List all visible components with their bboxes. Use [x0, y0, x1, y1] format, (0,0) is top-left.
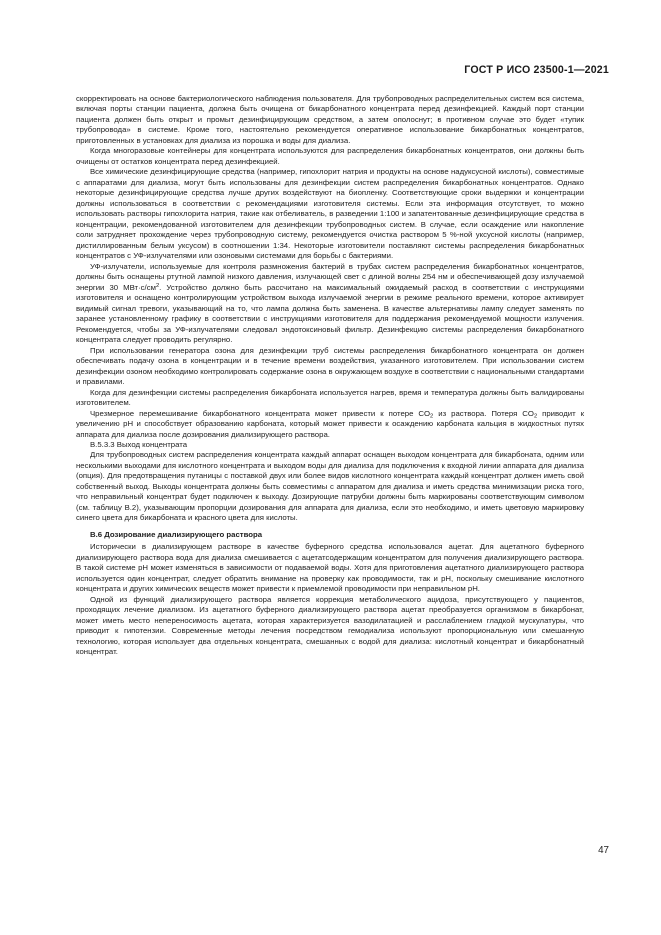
paragraph: скорректировать на основе бактериологического наблюдения пользователя. Для трубопроводных распределительных систем вся система, включая порты станции пациента, должна быть очищена от бикарбонатного концентрата перед дезинфекцией. Каждый порт станции пациента должен быть открыт и промыт дезинфицирующим средством, а затем ополоснут; в противном случае это будет «тупик трубопровода» в системе. Кроме того, настоятельно рекомендуется оперативное использование бикарбонатных концентратов, приготовленных в установках для диализа из порошка и воды для диализа.: [76, 94, 584, 145]
subscript: 2: [430, 413, 434, 420]
uv-text-cont: Устройство должно быть рассчитано на максимальный ожидаемый расход в соответствии с инструкциями изготовителя и оснащено контролирующим устройством выхода излучаемой энергии в режиме реального времени, которое активирует видимый сигнал тревоги, указывающий на то, что лампа должна быть заменена. В качестве альтернативы лампу следует заменять по заранее установленному графику в соответствии с инструкциями изготовителя для поддержания рекомендуемой мощности излучения. Рекомендуется, чтобы за УФ-излучателями следовал эндотоксиновый фильтр. Дезинфекцию системы распределения бикарбонатного концентрата следует проводить регулярно.: [76, 282, 584, 345]
paragraph: Все химические дезинфицирующие средства (например, гипохлорит натрия и продукты на основе надуксусной кислоты), совместимые с аппаратами для диализа, могут быть использованы для дезинфекции систем распределения бикарбонатных концентратов. Однако некоторые дезинфицирующие средства лучше других воздействуют на биопленку. Соответствующие сроки выдержки и концентрации должны использоваться в соответствии с рекомендациями изготовителя системы. Если эта информация отсутствует, то можно использовать растворы гипохлорита натрия, такие как отбеливатель, в разведении 1:100 и запатентованные дезинфицирующие средства в концентрации, рекомендованной изготовителем для дезинфекции трубопроводных систем. В случае, если осаждение или накопление соли затрудняет прохождение через трубопроводную систему, рекомендуется очистка раствором 5 %-ной уксусной кислоты (например, дистиллированным белым уксусом) в соотношении 1:34. Некоторые изготовители поставляют системы распределения бикарбонатных концентратов с УФ-излучателями или озоновыми системами для борьбы с бактериями.: [76, 167, 584, 261]
page-number: 47: [598, 845, 609, 856]
superscript: 2: [155, 282, 160, 289]
standard-header: ГОСТ Р ИСО 23500-1—2021: [464, 64, 609, 76]
paragraph-co2: [76, 409, 584, 440]
subscript: 2: [533, 413, 538, 420]
co2-text-end: приводит к увеличению pH и способствует образованию карбоната, который может привести к осаждению карбоната кальция в жидкостных путях аппарата для диализа после дозирования диализирующего раствора.: [76, 408, 584, 439]
paragraph-uv: [76, 262, 584, 346]
co2-text: Чрезмерное перемешивание бикарбонатного концентрата может привести к потере CO: [90, 408, 431, 418]
paragraph: Когда многоразовые контейнеры для концентрата используются для распределения бикарбонатных концентратов, они должны быть очищены от остатков концентрата перед дезинфекцией.: [76, 146, 584, 166]
section-heading: B.6 Дозирование диализирующего раствора: [90, 529, 263, 539]
paragraph: Одной из функций диализирующего раствора является коррекция метаболического ацидоза, присутствующего у пациентов, проходящих лечение диализом. Из ацетатного буферного диализирующего раствора ацетат преобразуется организмом в бикарбонат, может иметь место непереносимость ацетата, которая характеризуется вазодилатацией и расслаблением гладкой мускулатуры, что приводит к гипотензии. Современные методы лечения посредством гемодиализа используют пропорциональную или смешанную технологию, которая использует два отдельных концентрата, смешанных с водой для диализа: кислотный концентрат и бикарбонатный концентрат.: [76, 594, 584, 657]
body-text: [76, 94, 584, 658]
paragraph: Для трубопроводных систем распределения концентрата каждый аппарат оснащен выходом концентрата для бикарбоната, одним или несколькими выходами для кислотного концентрата и выходом воды для диализа для подключения к входной линии аппарата для диализа (опция). Для предотвращения путаницы с поставкой двух или более видов кислотного концентрата каждый концентрат должен иметь свой собственный выход. Выходы концентрата должны быть совместимы с аппаратом для диализа и иметь средства минимизации риска того, что неправильный концентрат будет подключен к выходу. Дозирующие патрубки должны быть маркированы соответствующим символом (см. таблицу B.2), указывающим пропорции дозирования для аппарата для диализа, если это необходимо, и иметь цветовую маркировку синего цвета для бикарбоната и красного цвета для кислоты.: [76, 450, 584, 523]
paragraph: При использовании генератора озона для дезинфекции труб системы распределения бикарбонатного концентрата он должен обеспечивать подачу озона в концентрации и в течение времени воздействия, указанного изготовителем. При использовании систем дезинфекции озоном необходимо контролировать содержание озона в окружающем воздухе в соответствии с национальными стандартами и правилами.: [76, 345, 584, 387]
uv-dot: .: [159, 282, 162, 292]
paragraph: Когда для дезинфекции системы распределения бикарбоната используется нагрев, время и температура должны быть валидированы изготовителем.: [76, 387, 584, 408]
subsection-title: B.5.3.3 Выход концентрата: [90, 439, 188, 449]
paragraph: Исторически в диализирующем растворе в качестве буферного средства использовался ацетат. Для ацетатного буферного диализирующего раствора вода для диализа смешивается с ацетатсодержащим концентратом для получения диализирующего раствора. В такой системе pH может изменяться в зависимости от подаваемой воды. Хотя для приготовления ацетатного диализирующего раствора используется один концентрат, следует обратить внимание на проверку как проводимости, так и pH, поскольку смешивание кислотного концентрата и других химических веществ может привести к приемлемой проводимости при неправильном pH.: [76, 542, 584, 594]
uv-text: УФ-излучатели, используемые для контроля размножения бактерий в трубах систем распределения бикарбонатных концентратов, должны быть оснащены ртутной лампой низкого давления, излучающей свет с длиной волны 254 нм и обеспечивающей дозу излучаемой энергии 30 МВт·с/см: [76, 261, 584, 292]
co2-text-mid: из раствора. Потеря CO: [433, 408, 534, 418]
